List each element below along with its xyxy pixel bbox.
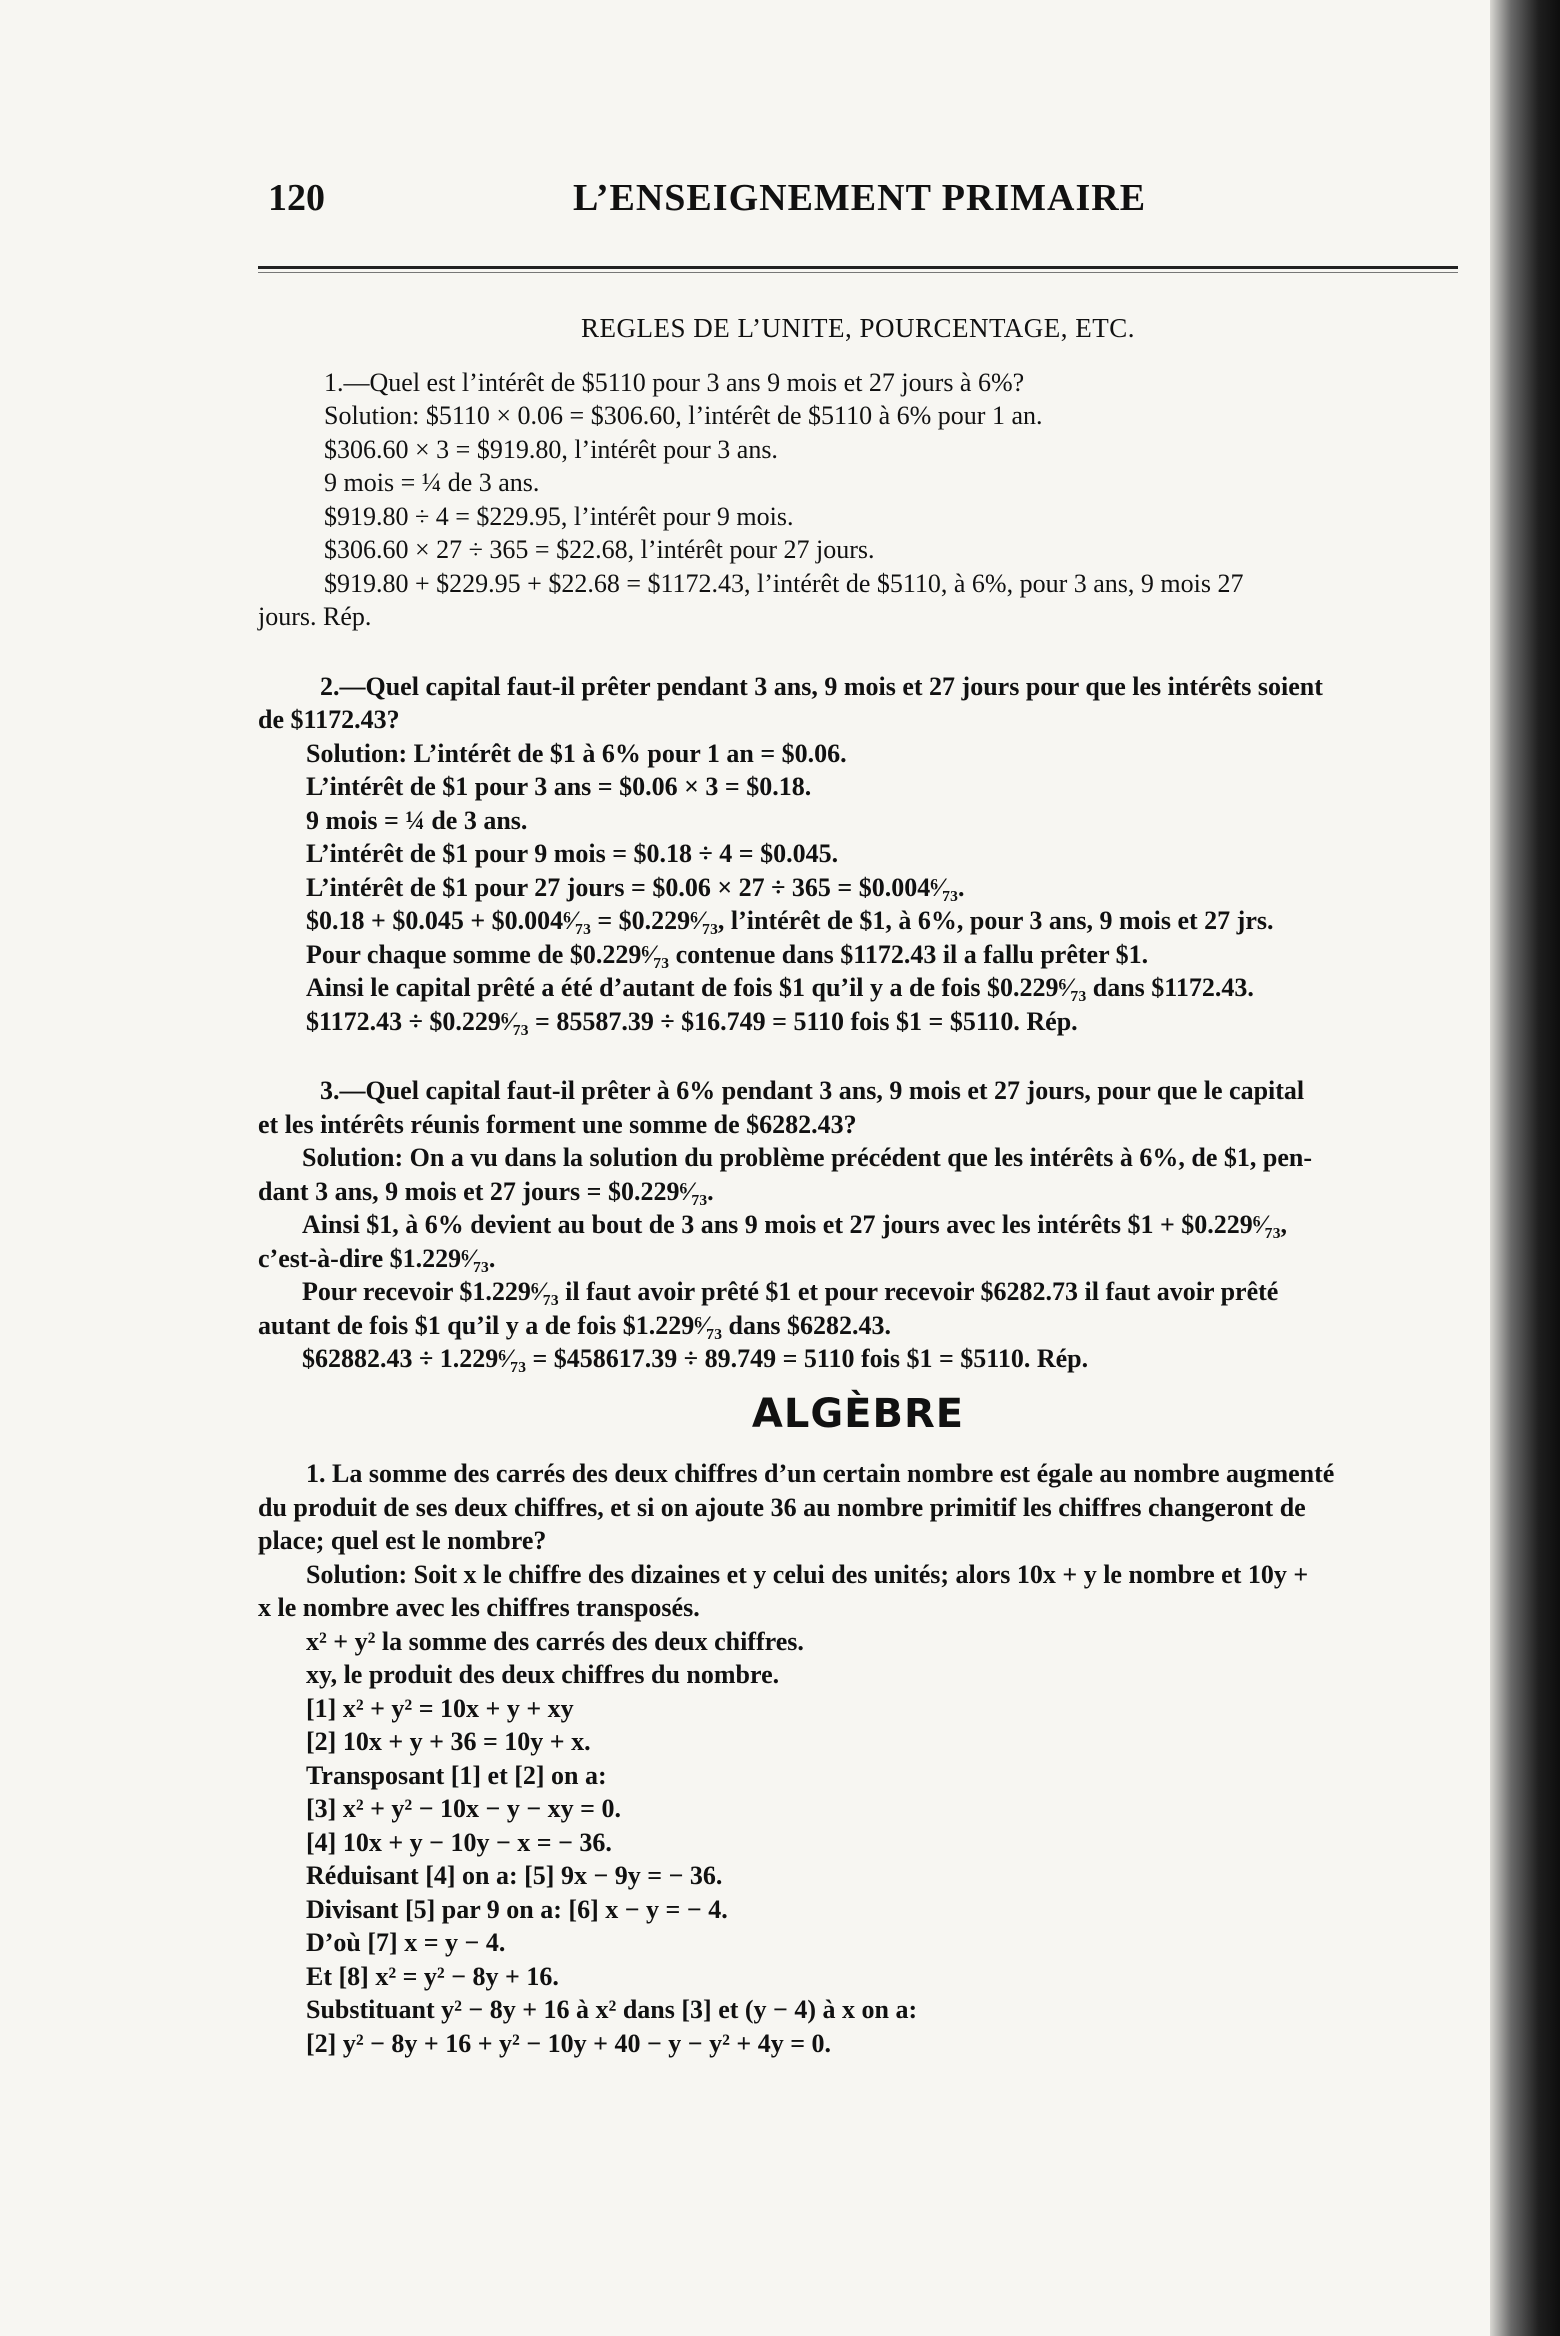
page-body bbox=[258, 300, 1458, 2060]
problem-text: du produit de ses deux chiffres, et si on ajoute 36 au nombre primitif les chiffres changeront de bbox=[258, 1492, 1306, 1522]
solution-line: Solution: $5110 × 0.06 = $306.60, l’intérêt de $5110 à 6% pour 1 an. bbox=[324, 401, 1043, 430]
problem-1-interest bbox=[258, 366, 1458, 634]
solution-line: Solution: Soit x le chiffre des dizaines et y celui des unités; alors 10x + y le nombre et 10y + bbox=[306, 1559, 1309, 1589]
header-rule-thin bbox=[258, 272, 1458, 273]
problem-text: 3.—Quel capital faut-il prêter à 6% pendant 3 ans, 9 mois et 27 jours, pour que le capital bbox=[320, 1076, 1305, 1105]
problem-text: 2.—Quel capital faut-il prêter pendant 3 ans, 9 mois et 27 jours pour que les intérêts soient bbox=[320, 671, 1323, 701]
solution-line: x le nombre avec les chiffres transposés. bbox=[258, 1593, 700, 1622]
equation-line: Divisant [5] par 9 on a: [6] x − y = − 4. bbox=[306, 1894, 728, 1924]
solution-line: L’intérêt de $1 pour 9 mois = $0.18 ÷ 4 = $0.045. bbox=[306, 839, 839, 868]
problem-text: et les intérêts réunis forment une somme de $6282.43? bbox=[258, 1109, 857, 1139]
header-rule bbox=[258, 266, 1458, 269]
solution-line: $919.80 ÷ 4 = $229.95, l’intérêt pour 9 mois. bbox=[324, 501, 794, 531]
equation-line: Et [8] x² = y² − 8y + 16. bbox=[306, 1961, 559, 1991]
equation-line: Réduisant [4] on a: [5] 9x − 9y = − 36. bbox=[306, 1861, 723, 1890]
solution-line: L’intérêt de $1 pour 3 ans = $0.06 × 3 = $0.18. bbox=[306, 772, 812, 801]
solution-line: 9 mois = ¼ de 3 ans. bbox=[324, 468, 540, 497]
solution-line: $306.60 × 3 = $919.80, l’intérêt pour 3 ans. bbox=[324, 434, 778, 464]
solution-line: Solution: L’intérêt de $1 à 6% pour 1 an = $0.06. bbox=[306, 738, 847, 768]
problem-3-capital bbox=[258, 1074, 1458, 1376]
problem-text: place; quel est le nombre? bbox=[258, 1526, 547, 1555]
equation-line: D’où [7] x = y − 4. bbox=[306, 1928, 506, 1957]
solution-line: c’est-à-dire $1.229⁶⁄₇₃. bbox=[258, 1243, 496, 1273]
solution-line: dant 3 ans, 9 mois et 27 jours = $0.229⁶⁄₇₃. bbox=[258, 1176, 714, 1206]
solution-line: $306.60 × 27 ÷ 365 = $22.68, l’intérêt pour 27 jours. bbox=[324, 535, 875, 564]
problem-2-capital bbox=[258, 670, 1458, 1039]
solution-line: $0.18 + $0.045 + $0.004⁶⁄₇₃ = $0.229⁶⁄₇₃, l’intérêt de $1, à 6%, pour 3 ans, 9 mois et 27 jrs. bbox=[306, 906, 1274, 935]
section-heading-algebra: ALGÈBRE bbox=[751, 1390, 965, 1437]
running-title: L’ENSEIGNEMENT PRIMAIRE bbox=[573, 177, 1147, 219]
solution-line: Ainsi le capital prêté a été d’autant de fois $1 qu’il y a de fois $0.229⁶⁄₇₃ dans $1172.43. bbox=[306, 973, 1254, 1002]
equation-line: [1] x² + y² = 10x + y + xy bbox=[306, 1693, 574, 1723]
answer-line: $62882.43 ÷ 1.229⁶⁄₇₃ = $458617.39 ÷ 89.749 = 5110 fois $1 = $5110. Rép. bbox=[302, 1344, 1089, 1373]
equation-line: x² + y² la somme des carrés des deux chiffres. bbox=[306, 1626, 804, 1656]
equation-line: xy, le produit des deux chiffres du nombre. bbox=[306, 1660, 780, 1689]
equation-line: Substituant y² − 8y + 16 à x² dans [3] et (y − 4) à x on a: bbox=[306, 1995, 918, 2024]
problem-text: 1.—Quel est l’intérêt de $5110 pour 3 ans 9 mois et 27 jours à 6%? bbox=[324, 367, 1025, 397]
solution-line: 9 mois = ¼ de 3 ans. bbox=[306, 805, 528, 835]
answer-line: $1172.43 ÷ $0.229⁶⁄₇₃ = 85587.39 ÷ $16.749 = 5110 fois $1 = $5110. Rép. bbox=[306, 1006, 1078, 1036]
equation-line: [2] 10x + y + 36 = 10y + x. bbox=[306, 1727, 591, 1756]
solution-line: Ainsi $1, à 6% devient au bout de 3 ans 9 mois et 27 jours avec les intérêts $1 + $0.229⁶⁄₇₃, bbox=[302, 1210, 1288, 1239]
section-heading-unit-rules: REGLES DE L’UNITE, POURCENTAGE, ETC. bbox=[580, 313, 1136, 343]
equation-line: Transposant [1] et [2] on a: bbox=[306, 1760, 607, 1790]
page-header bbox=[268, 170, 1458, 230]
page-number: 120 bbox=[268, 177, 325, 219]
problem-text: de $1172.43? bbox=[258, 705, 400, 734]
book-binding-shadow bbox=[1490, 0, 1560, 2336]
solution-line: autant de fois $1 qu’il y a de fois $1.229⁶⁄₇₃ dans $6282.43. bbox=[258, 1310, 892, 1340]
algebra-problem-1 bbox=[258, 1457, 1458, 2060]
equation-line: [2] y² − 8y + 16 + y² − 10y + 40 − y − y² + 4y = 0. bbox=[306, 2028, 832, 2058]
solution-line: Solution: On a vu dans la solution du problème précédent que les intérêts à 6%, de $1, pen- bbox=[302, 1143, 1313, 1172]
solution-line: Pour chaque somme de $0.229⁶⁄₇₃ contenue dans $1172.43 il a fallu prêter $1. bbox=[306, 939, 1149, 969]
equation-line: [4] 10x + y − 10y − x = − 36. bbox=[306, 1827, 612, 1857]
solution-line: $919.80 + $229.95 + $22.68 = $1172.43, l’intérêt de $5110, à 6%, pour 3 ans, 9 mois 27 bbox=[324, 568, 1244, 598]
problem-text: 1. La somme des carrés des deux chiffres d’un certain nombre est égale au nombre augmenté bbox=[306, 1459, 1335, 1488]
solution-line: L’intérêt de $1 pour 27 jours = $0.06 × 27 ÷ 365 = $0.004⁶⁄₇₃. bbox=[306, 872, 965, 902]
equation-line: [3] x² + y² − 10x − y − xy = 0. bbox=[306, 1794, 621, 1823]
answer-line: jours. Rép. bbox=[258, 602, 372, 631]
solution-line: Pour recevoir $1.229⁶⁄₇₃ il faut avoir prêté $1 et pour recevoir $6282.73 il faut avoir prêté bbox=[302, 1277, 1279, 1306]
